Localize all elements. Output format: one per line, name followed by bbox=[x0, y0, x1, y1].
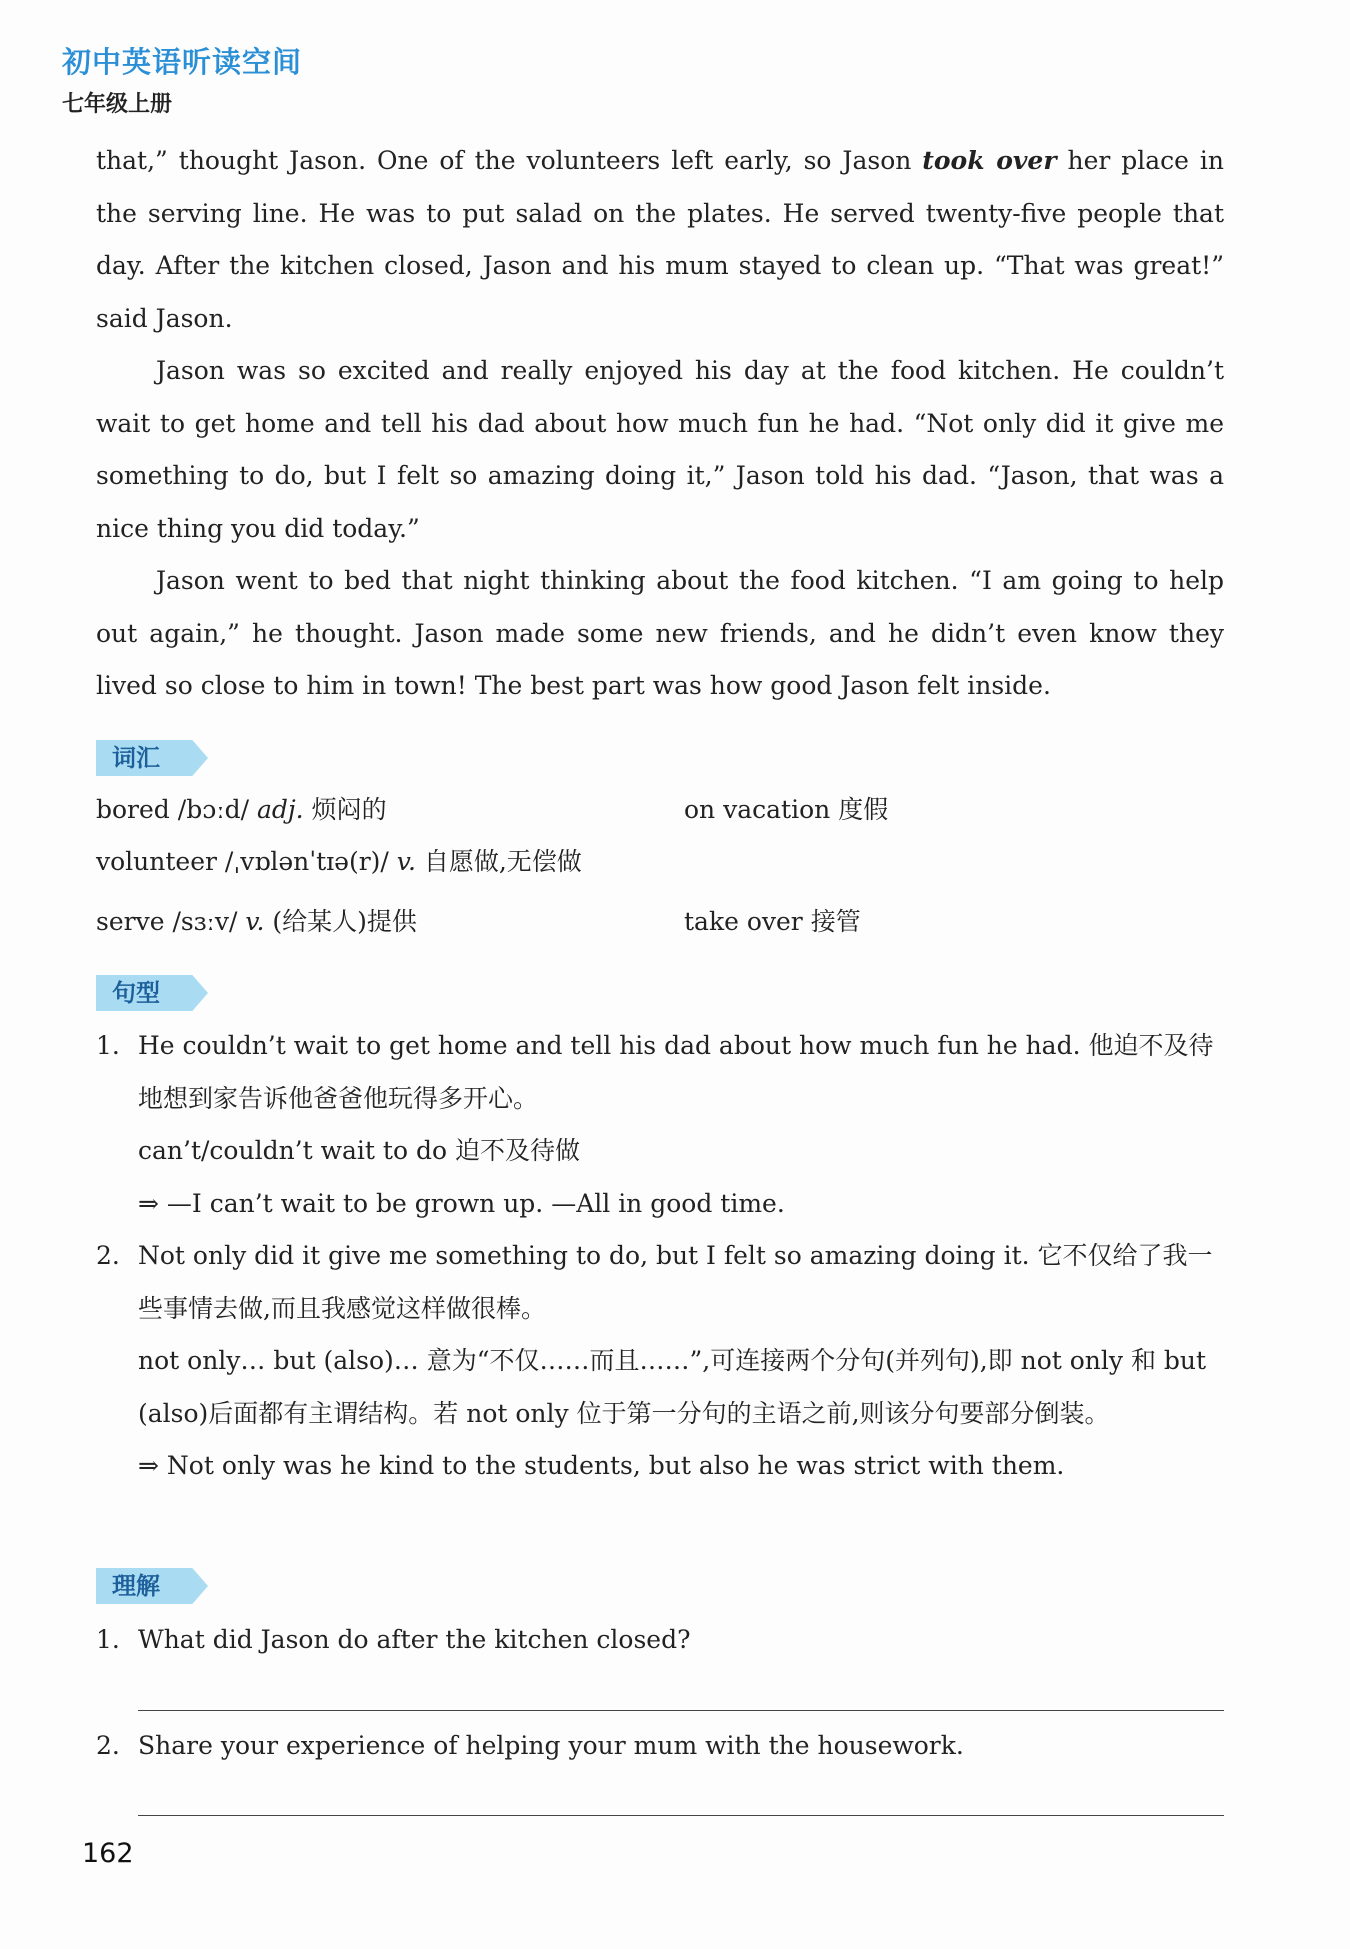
vocab-row-3 bbox=[96, 896, 1224, 948]
patterns-section-tag: 句型 bbox=[96, 975, 208, 1011]
page-header bbox=[62, 40, 302, 118]
pattern-example: ⇒ —I can’t wait to be grown up. —All in good time. bbox=[138, 1188, 785, 1218]
story-paragraph-2: Jason was so excited and really enjoyed his day at the food kitchen. He couldn’t wait to get home and tell his dad about how much fun he had. “Not only did it give me something to do, but I felt so amazing doing it,” Jason told his dad. “Jason, that was a nice thing you did today.” bbox=[96, 356, 1224, 543]
pattern-note: can’t/couldn’t wait to do 迫不及待做 bbox=[138, 1136, 580, 1165]
grade-label: 七年级上册 bbox=[62, 91, 173, 117]
pattern-example: ⇒ Not only was he kind to the students, but also he was strict with them. bbox=[138, 1451, 1065, 1480]
vocab-entry: bored /bɔːd/ adj. 烦闷的 bbox=[96, 795, 387, 824]
story-text bbox=[96, 135, 1224, 713]
vocab-section-tag: 词汇 bbox=[96, 740, 208, 776]
pattern-item: 2. Not only did it give me something to do, but I felt so amazing doing it. 它不仅给了我一些事情去做,而且我感觉这样做很棒。 not only… but (also)… 意为“不仅……而且……”,可连接两个分句(并列句),即 not only 和 but (also)后面都有主谓结构。若 not only 位于第一分句的主语之前,则该分句要部分倒装。 ⇒ Not only was he kind to the students, but also he was strict with them. bbox=[96, 1230, 1224, 1493]
vocab-entry: on vacation 度假 bbox=[684, 795, 889, 824]
answer-line[interactable] bbox=[138, 1815, 1224, 1816]
comprehension-question-1: 1. What did Jason do after the kitchen closed? bbox=[96, 1625, 691, 1654]
pattern-sentence: Not only did it give me something to do, but I felt so amazing doing it. 它不仅给了我一些事情去做,而且我感觉这样做很棒。 bbox=[138, 1241, 1213, 1323]
comprehension-section-tag: 理解 bbox=[96, 1568, 208, 1604]
vocab-entry: volunteer /ˌvɒlənˈtɪə(r)/ v. 自愿做,无偿做 bbox=[96, 847, 582, 876]
patterns-list bbox=[96, 1020, 1224, 1493]
story-paragraph-1: that,” thought Jason. One of the volunteers left early, so Jason took over her place in the serving line. He was to put salad on the plates. He served twenty-five people that day. After the kitchen closed, Jason and his mum stayed to clean up. “That was great!” said Jason. bbox=[96, 146, 1225, 333]
pattern-sentence: He couldn’t wait to get home and tell his dad about how much fun he had. 他迫不及待地想到家告诉他爸爸他玩得多开心。 bbox=[138, 1031, 1214, 1113]
vocab-entry: serve /sɜːv/ v. (给某人)提供 bbox=[96, 907, 417, 936]
pattern-item: 1. He couldn’t wait to get home and tell his dad about how much fun he had. 他迫不及待地想到家告诉他爸爸他玩得多开心。 can’t/couldn’t wait to do 迫不及待做 ⇒ —I can’t wait to be grown up. —All in good time. bbox=[96, 1020, 1224, 1230]
answer-line[interactable] bbox=[138, 1710, 1224, 1711]
story-paragraph-3: Jason went to bed that night thinking about the food kitchen. “I am going to help out again,” he thought. Jason made some new friends, and he didn’t even know they lived so close to him in town! The best part was how good Jason felt inside. bbox=[96, 566, 1224, 700]
series-title: 初中英语听读空间 bbox=[62, 45, 303, 79]
key-phrase: took over bbox=[922, 146, 1057, 175]
pattern-note: not only… but (also)… 意为“不仅……而且……”,可连接两个分句(并列句),即 not only 和 but (also)后面都有主谓结构。若 not only 位于第一分句的主语之前,则该分句要部分倒装。 bbox=[138, 1346, 1207, 1428]
vocab-row-2 bbox=[96, 836, 1224, 888]
vocab-row-1 bbox=[96, 784, 1224, 836]
comprehension-question-2: 2. Share your experience of helping your mum with the housework. bbox=[96, 1731, 964, 1760]
page-number: 162 bbox=[82, 1838, 134, 1869]
vocab-entry: take over 接管 bbox=[684, 907, 861, 936]
